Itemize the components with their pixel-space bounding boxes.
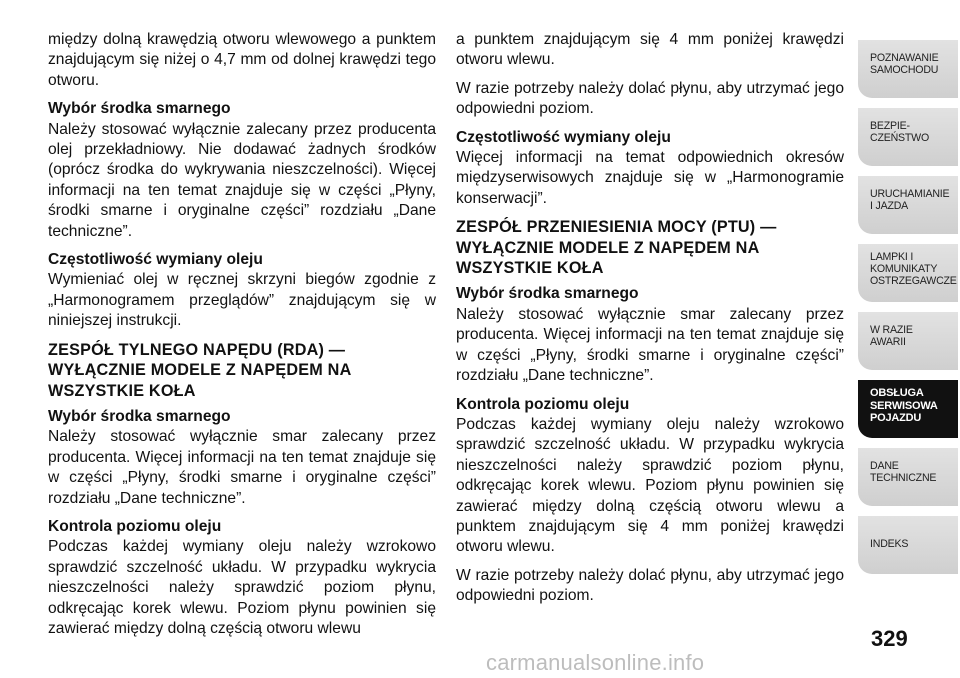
paragraph: W razie potrzeby należy dolać płynu, aby utrzymać jego odpowiedni poziom. — [456, 566, 844, 605]
page-number: 329 — [871, 626, 908, 651]
tab-label: DANE — [870, 460, 899, 472]
chapter-tabs — [858, 40, 958, 584]
section-heading: ZESPÓŁ TYLNEGO NAPĘDU (RDA) — WYŁĄCZNIE MODELE Z NAPĘDEM NA WSZYSTKIE KOŁA — [48, 340, 351, 400]
tab-label: POJAZDU — [870, 412, 922, 424]
paragraph: W razie potrzeby należy dolać płynu, aby utrzymać jego odpowiedni poziom. — [456, 79, 844, 118]
tab-label: KOMUNIKATY — [870, 263, 938, 275]
tab-uruchamianie-i-jazda[interactable] — [858, 176, 958, 234]
tab-label: W RAZIE — [870, 324, 913, 336]
tab-dane-techniczne[interactable] — [858, 448, 958, 506]
tab-bezpieczenstwo[interactable] — [858, 108, 958, 166]
tab-label: OSTRZEGAWCZE — [870, 275, 957, 287]
right-column — [456, 30, 844, 615]
tab-label: OBSŁUGA — [870, 387, 924, 399]
tab-label: BEZPIE- — [870, 120, 910, 132]
paragraph: Należy stosować wyłącznie zalecany przez producenta olej przekładniowy. Nie dodawać żadnych środków (oprócz środka do wykrywania nieszczelności). Więcej informacji na ten temat znajduje się w części „Płyny, środki smarne i oryginalne części” rozdziału „Dane techniczne”. — [48, 120, 436, 240]
subheading: Wybór środka smarnego — [48, 407, 231, 425]
paragraph: Podczas każdej wymiany oleju należy wzrokowo sprawdzić szczelność układu. W przypadku wykrycia nieszczelności należy sprawdzić poziom płynu, odkręcając korek wlewu. Poziom płynu powinien się zawierać między dolną częścią otworu wlewu — [48, 538, 436, 637]
tab-lampki-i-komunikaty[interactable] — [858, 244, 958, 302]
tab-label: SAMOCHODU — [870, 64, 939, 76]
tab-label: POZNAWANIE — [870, 52, 939, 64]
paragraph: Należy stosować wyłącznie smar zalecany przez producenta. Więcej informacji na ten temat znajduje się w części „Płyny, środki smarne i oryginalne części” rozdziału „Dane techniczne”. — [48, 428, 436, 507]
paragraph: Podczas każdej wymiany oleju należy wzrokowo sprawdzić szczelność układu. W przypadku wykrycia nieszczelności należy sprawdzić poziom płynu, odkręcając korek wlewu. Poziom płynu powinien się zawierać między dolną częścią otworu wlewu a punktem znajdującym się 4 mm poniżej krawędzi otworu wlewu. — [456, 415, 844, 556]
watermark: carmanualsonline.info — [486, 650, 705, 675]
tab-label: CZEŃSTWO — [870, 132, 930, 144]
tab-indeks[interactable] — [858, 516, 958, 574]
tab-label: SERWISOWA — [870, 399, 938, 412]
tab-label: LAMPKI I — [870, 251, 914, 263]
subheading: Częstotliwość wymiany oleju — [456, 128, 671, 146]
tab-w-razie-awarii[interactable] — [858, 312, 958, 370]
subheading: Wybór środka smarnego — [48, 100, 231, 118]
tab-label: URUCHAMIANIE — [870, 188, 950, 200]
subheading: Wybór środka smarnego — [456, 285, 639, 303]
tab-label: AWARII — [870, 336, 906, 348]
paragraph: między dolną krawędzią otworu wlewowego a punktem znajdującym się niżej o 4,7 mm od dolnej krawędzi tego otworu. — [48, 31, 436, 89]
tab-label: I JAZDA — [870, 200, 909, 212]
tab-obsluga-serwisowa-pojazdu[interactable] — [858, 380, 958, 438]
subheading: Kontrola poziomu oleju — [456, 395, 630, 413]
subheading: Kontrola poziomu oleju — [48, 517, 222, 535]
tab-poznawanie-samochodu[interactable] — [858, 40, 958, 98]
section-heading: ZESPÓŁ PRZENIESIENIA MOCY (PTU) — WYŁĄCZNIE MODELE Z NAPĘDEM NA WSZYSTKIE KOŁA — [456, 218, 777, 278]
subheading: Częstotliwość wymiany oleju — [48, 251, 263, 269]
paragraph: Należy stosować wyłącznie smar zalecany przez producenta. Więcej informacji na ten temat znajduje się w części „Płyny, środki smarne i oryginalne części” rozdziału „Dane techniczne”. — [456, 305, 844, 385]
paragraph: Wymieniać olej w ręcznej skrzyni biegów zgodnie z „Harmonogramem przeglądów” znajdującym się w niniejszej instrukcji. — [48, 271, 436, 330]
paragraph: a punktem znajdującym się 4 mm poniżej krawędzi otworu wlewu. — [456, 31, 844, 69]
paragraph: Więcej informacji na temat odpowiednich okresów międzyserwisowych znajduje się w „Harmonogramie konserwacji”. — [456, 149, 844, 207]
left-column — [48, 30, 436, 647]
tab-label: TECHNICZNE — [870, 472, 937, 484]
tab-label: INDEKS — [870, 538, 909, 550]
